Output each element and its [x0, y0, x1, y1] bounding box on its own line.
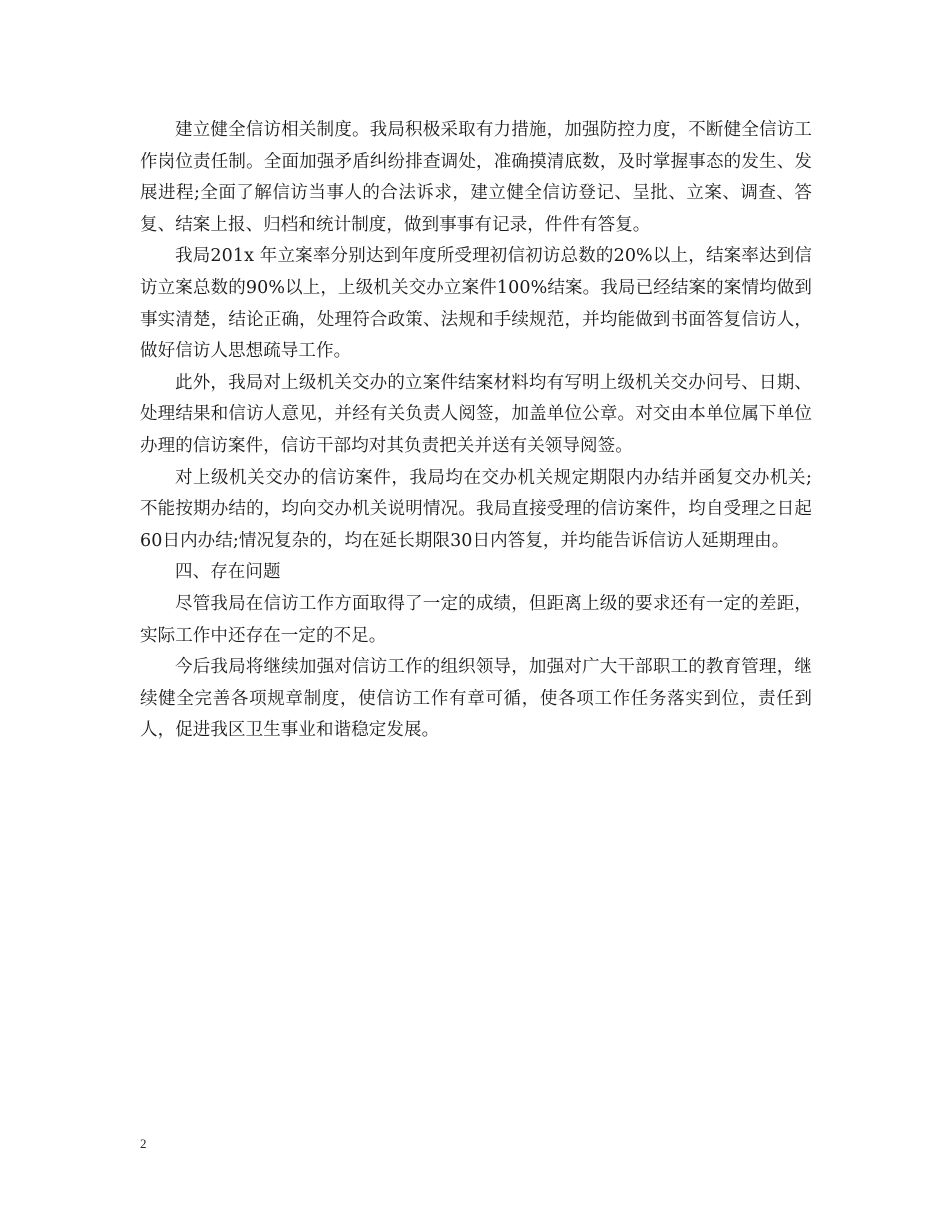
document-body — [140, 115, 812, 747]
paragraph-system-building: 建立健全信访相关制度。我局积极采取有力措施，加强防控力度，不断健全信访工作岗位责任制。全面加强矛盾纠纷排查调处，准确摸清底数，及时掌握事态的发生、发展进程;全面了解信访当事人的合法诉求，建立健全信访登记、呈批、立案、调查、答复、结案上报、归档和统计制度，做到事事有记录，件件有答复。 — [140, 120, 812, 235]
paragraph-future-plans: 今后我局将继续加强对信访工作的组织领导，加强对广大干部职工的教育管理，继续健全完善各项规章制度，使信访工作有章可循，使各项工作任务落实到位，责任到人，促进我区卫生事业和谐稳定发展。 — [140, 657, 812, 741]
section-heading-existing-problems: 四、存在问题 — [175, 562, 281, 583]
paragraph-case-materials: 此外，我局对上级机关交办的立案件结案材料均有写明上级机关交办问号、日期、处理结果和信访人意见，并经有关负责人阅签，加盖单位公章。对交由本单位属下单位办理的信访案件，信访干部均对其负责把关并送有关领导阅签。 — [140, 372, 812, 456]
paragraph-case-statistics: 我局201x 年立案率分别达到年度所受理初信初访总数的20%以上，结案率达到信访立案总数的90%以上，上级机关交办立案件100%结案。我局已经结案的案情均做到事实清楚，结论正确，处理符合政策、法规和手续规范，并均能做到书面答复信访人，做好信访人思想疏导工作。 — [140, 246, 812, 362]
page-number: 2 — [140, 1136, 147, 1151]
paragraph-case-deadlines: 对上级机关交办的信访案件，我局均在交办机关规定期限内办结并函复交办机关;不能按期办结的，均向交办机关说明情况。我局直接受理的信访案件，均自受理之日起60日内办结;情况复杂的，均在延长期限30日内答复，并均能告诉信访人延期理由。 — [140, 467, 812, 551]
paragraph-shortcomings: 尽管我局在信访工作方面取得了一定的成绩，但距离上级的要求还有一定的差距，实际工作中还存在一定的不足。 — [140, 593, 812, 646]
